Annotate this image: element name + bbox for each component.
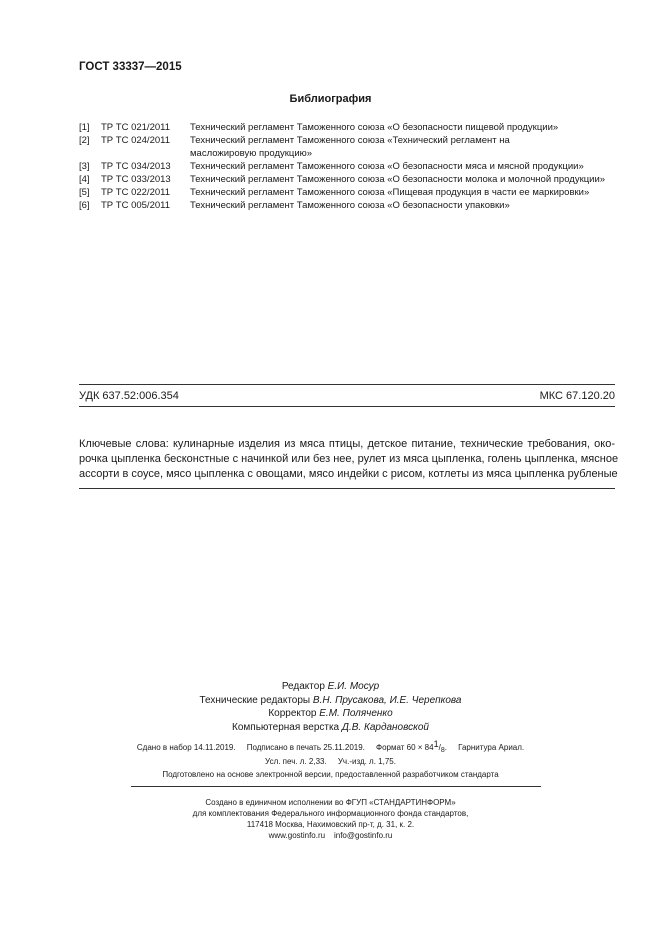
sent-date: Сдано в набор 14.11.2019. — [136, 743, 236, 752]
bibliography-title: Библиография — [289, 93, 372, 105]
item-code: ТР ТС 024/2011 — [101, 135, 171, 146]
bibliography-item — [79, 186, 619, 199]
item-number: [3] — [79, 161, 90, 172]
bibliography-item — [79, 199, 619, 212]
editor-label: Редактор — [281, 681, 325, 692]
item-code: ТР ТС 021/2011 — [101, 122, 171, 133]
document-number: ГОСТ 33337—2015 — [79, 61, 182, 73]
format — [376, 739, 445, 754]
bibliography-list — [79, 121, 619, 212]
footer-line: Создано в единичном исполнении во ФГУП «СТАНДАРТИНФОРМ» — [205, 798, 456, 807]
bibliography-item — [79, 121, 619, 134]
format-denominator: 8 — [440, 747, 445, 754]
print-info — [0, 741, 661, 768]
item-number: [5] — [79, 187, 90, 198]
item-code: ТР ТС 022/2011 — [101, 187, 171, 198]
tech-editors-label: Технические редакторы — [199, 694, 311, 706]
item-number: [4] — [79, 174, 90, 185]
credits — [0, 680, 661, 734]
print-info-line — [0, 755, 661, 768]
publisher-footer — [0, 797, 661, 841]
prepared-note: Подготовлено на основе электронной версии, предоставленной разработчиком стандарта — [162, 770, 499, 779]
item-text: Технический регламент Таможенного союза «Технический регламент на масложировую продукцию» — [190, 135, 510, 159]
bibliography-item — [79, 173, 619, 186]
font-info: Гарнитура Ариал. — [458, 743, 525, 752]
divider — [79, 488, 615, 489]
divider — [79, 406, 615, 407]
keywords-line: рочка цыпленка бесконстные с начинкой или без нее, рулет из мяса цыпленка, голень цыпленка, мясное — [79, 453, 619, 465]
print-sheets: Усл. печ. л. 2,33. — [265, 757, 327, 766]
corrector-name: Е.М. Поляченко — [319, 708, 393, 719]
format-separator: / — [438, 743, 441, 752]
item-number: [2] — [79, 135, 90, 146]
corrector-label: Корректор — [268, 708, 317, 719]
editor-name: Е.И. Мосур — [327, 681, 380, 692]
footer-line: для комплектования Федерального информационного фонда стандартов, — [192, 809, 469, 818]
bibliography-item — [79, 160, 619, 173]
corrector-line — [0, 707, 661, 721]
keywords-line: Ключевые слова: кулинарные изделия из мяса птицы, детское питание, технические требования, око- — [79, 438, 615, 450]
item-code: ТР ТС 005/2011 — [101, 200, 171, 211]
layout-name: Д.В. Кардановской — [341, 721, 429, 733]
keywords — [79, 437, 619, 482]
keywords-line: ассорти в соусе, мясо цыпленка с овощами, мясо индейки с рисом, котлеты из мяса цыпленка рубленые — [79, 468, 618, 480]
layout-label: Компьютерная верстка — [232, 721, 340, 733]
item-text: Технический регламент Таможенного союза «О безопасности мяса и мясной продукции» — [190, 161, 584, 172]
item-number: [6] — [79, 200, 90, 211]
item-code: ТР ТС 034/2013 — [101, 161, 171, 172]
bibliography-item — [79, 134, 619, 160]
format-prefix: Формат 60 × 84 — [376, 743, 434, 752]
divider — [79, 384, 615, 385]
mks-code: МКС 67.120.20 — [539, 390, 615, 402]
layout-line — [0, 721, 661, 735]
tech-editors-names: В.Н. Прусакова, И.Е. Черепкова — [312, 694, 462, 706]
print-info-line: Сдано в набор 14.11.2019. Подписано в печать 25.11.2019. Формат 60 × 841/8. Гарнитура Ариал. — [136, 739, 525, 754]
item-number: [1] — [79, 122, 90, 133]
format-numerator: 1 — [433, 739, 439, 749]
signed-date: Подписано в печать 25.11.2019. — [246, 743, 365, 752]
udk-code: УДК 637.52:006.354 — [79, 390, 179, 402]
divider — [131, 786, 541, 787]
item-text: Технический регламент Таможенного союза «О безопасности молока и молочной продукции» — [190, 174, 606, 185]
footer-contacts — [0, 830, 661, 841]
item-text: Технический регламент Таможенного союза «О безопасности упаковки» — [190, 200, 510, 211]
publisher-sheets: Уч.-изд. л. 1,75. — [337, 757, 396, 766]
website-link[interactable]: www.gostinfo.ru — [268, 831, 326, 840]
item-text: Технический регламент Таможенного союза «Пищевая продукция в части ее маркировки» — [190, 187, 590, 198]
item-text: Технический регламент Таможенного союза «О безопасности пищевой продукции» — [190, 122, 559, 133]
footer-line: 117418 Москва, Нахимовский пр-т, д. 31, к. 2. — [246, 820, 415, 829]
email-link[interactable]: info@gostinfo.ru — [333, 831, 393, 840]
editor-line — [0, 680, 661, 694]
tech-editors-line — [0, 694, 661, 708]
item-code: ТР ТС 033/2013 — [101, 174, 171, 185]
